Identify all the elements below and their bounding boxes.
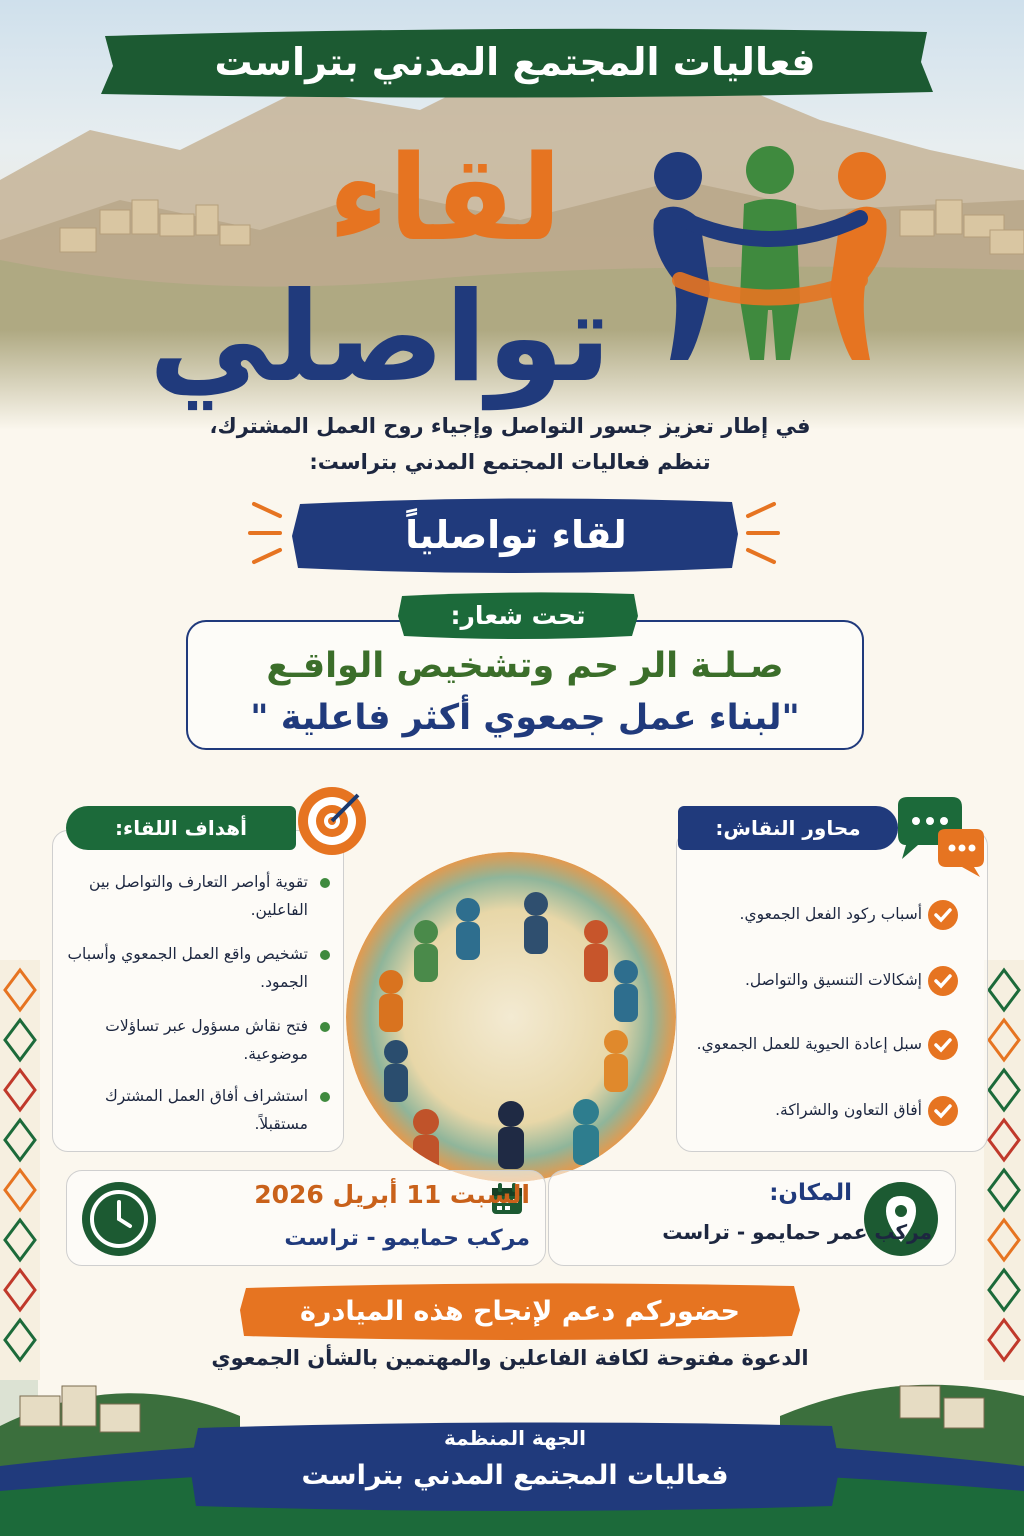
- event-banner: [292, 494, 740, 576]
- axis-item-1: [672, 900, 978, 928]
- invite-text: الدعوة مفتوحة لكافة الفاعلين والمهتمين بالشأن الجمعوي: [211, 1346, 809, 1370]
- organizer-label: الجهة المنظمة: [443, 1426, 587, 1450]
- location-pin-icon: [862, 1180, 940, 1258]
- axis-item-1-text: أسباب ركود الفعل الجمعوي.: [739, 905, 922, 923]
- place-value: مركب عمر حمايمو - تراست: [662, 1220, 932, 1244]
- place-label: المكان:: [769, 1180, 852, 1206]
- axis-item-3-text: سبل إعادة الحيوية للعمل الجمعوي.: [696, 1035, 922, 1053]
- goal-item-2-text: تشخيص واقع العمل الجمعوي وأسباب الجمود.: [67, 945, 308, 991]
- sparkle-right-icon: [744, 498, 784, 568]
- goal-item-4-text: استشراف أفاق العمل المشترك مستقبلاً.: [105, 1087, 308, 1133]
- goal-item-4: [64, 1082, 334, 1138]
- goal-item-3: [64, 1012, 334, 1068]
- goal-item-2: [64, 940, 334, 996]
- intro-text: [170, 408, 850, 480]
- chat-bubbles-icon: [888, 795, 988, 879]
- event-venue: مركب حمايمو - تراست: [284, 1226, 530, 1251]
- bullet-dot-icon: [320, 1092, 330, 1102]
- goal-item-1: [64, 868, 334, 924]
- support-banner: [240, 1280, 800, 1342]
- axis-item-2: [672, 966, 978, 994]
- discussion-circle-illustration: [346, 852, 676, 1182]
- header-title: فعاليات المجتمع المدني بتراست: [214, 40, 816, 84]
- motto-line1: صـلـة الر حم وتشخيص الواقـع: [266, 646, 784, 686]
- motto-line2: "لبناء عمل جمعوي أكثر فاعلية ": [250, 698, 800, 738]
- hero-title: [130, 118, 650, 418]
- organizer-name: فعاليات المجتمع المدني بتراست: [301, 1460, 729, 1491]
- intro-line2: تنظم فعاليات المجتمع المدني بتراست:: [309, 450, 711, 474]
- goals-title: أهداف اللقاء:: [66, 806, 296, 850]
- hero-title-line1: لقاء: [328, 129, 562, 267]
- clock-icon: [80, 1180, 158, 1258]
- event-banner-text: لقاء تواصلياً: [405, 513, 627, 557]
- goal-item-1-text: تقوية أواصر التعارف والتواصل بين الفاعلين.: [89, 873, 308, 919]
- axis-item-3: [672, 1030, 978, 1058]
- bullet-dot-icon: [320, 1022, 330, 1032]
- check-icon: [928, 966, 958, 996]
- sparkle-left-icon: [244, 498, 284, 568]
- hero-title-line2: تواصلي: [148, 266, 612, 410]
- bullet-dot-icon: [320, 878, 330, 888]
- goal-item-3-text: فتح نقاش مسؤول عبر تساؤلات موضوعية.: [105, 1017, 308, 1063]
- event-date: السبت 11 أبريل 2026: [254, 1180, 530, 1209]
- right-tribal-pattern: [984, 960, 1024, 1380]
- support-text: حضوركم دعم لإنجاح هذه الميادرة: [299, 1295, 741, 1327]
- target-icon: [296, 785, 368, 857]
- left-tribal-pattern: [0, 960, 40, 1380]
- axis-item-4-text: أفاق التعاون والشراكة.: [775, 1101, 922, 1119]
- people-unity-logo: [640, 140, 900, 370]
- bullet-dot-icon: [320, 950, 330, 960]
- axis-item-2-text: إشكالات التنسيق والتواصل.: [744, 971, 922, 989]
- check-icon: [928, 1030, 958, 1060]
- axis-item-4: [672, 1096, 978, 1124]
- organizer-banner: [190, 1418, 840, 1514]
- motto-tag: [398, 590, 638, 640]
- intro-line1: في إطار تعزيز جسور التواصل وإجياء روح العمل المشترك،: [209, 414, 811, 438]
- header-banner: [95, 22, 935, 102]
- check-icon: [928, 900, 958, 930]
- check-icon: [928, 1096, 958, 1126]
- motto-tag-text: تحت شعار:: [450, 600, 586, 630]
- axes-title: محاور النقاش:: [678, 806, 898, 850]
